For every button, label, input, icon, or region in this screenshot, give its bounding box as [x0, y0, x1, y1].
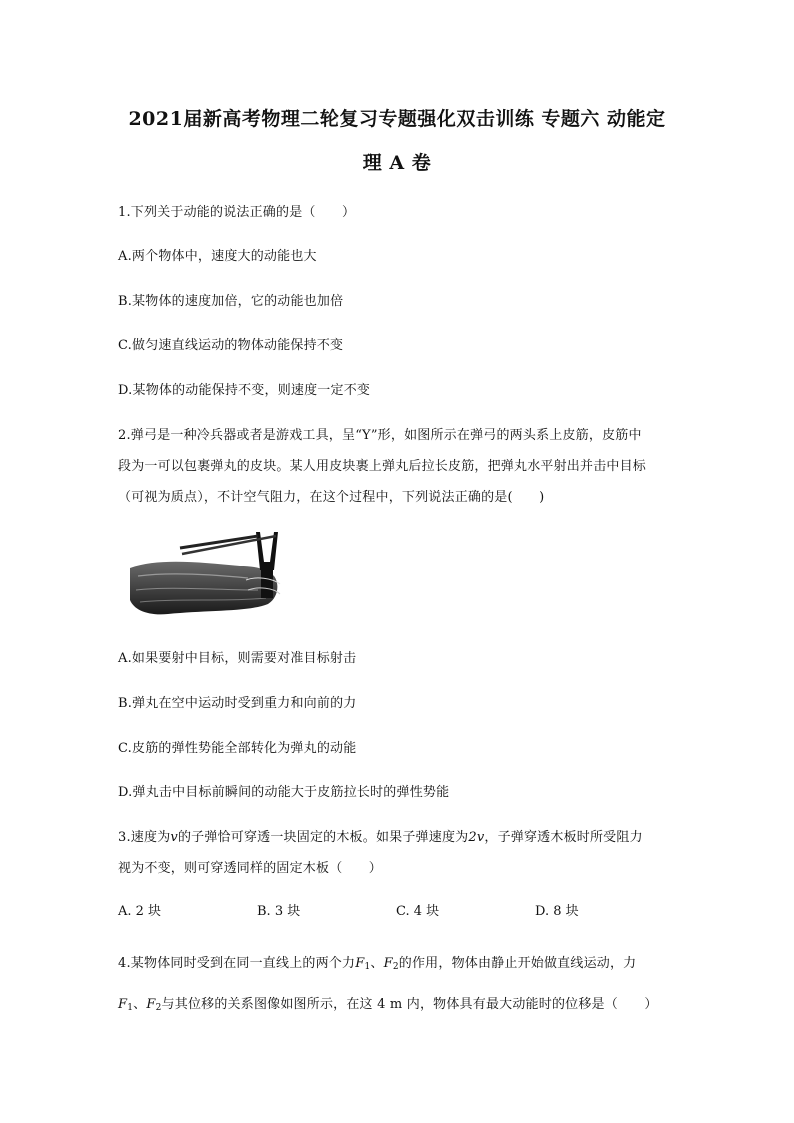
q4-force-f2-b-subscript: 2: [155, 1003, 162, 1013]
q3-stem-text-c: ，子弹穿透木板时所受阻力: [484, 830, 643, 845]
q4-force-f1: F: [355, 956, 365, 971]
q3-velocity-2v: 2v: [468, 830, 485, 845]
q3-stem-text-b: 的子弹恰可穿透一块固定的木板。如果子弹速度为: [177, 830, 469, 845]
q4-stem-line2: [118, 993, 678, 1013]
q4-force-f1-b: F: [118, 997, 128, 1012]
q4-stem-text-a: 4.某物体同时受到在同一直线上的两个力: [118, 956, 356, 971]
q3-option-d: D. 8 块: [535, 904, 579, 919]
q4-force-f1-subscript: 1: [364, 962, 371, 972]
q2-stem-line2: 段为一可以包裹弹丸的皮块。某人用皮块裹上弹丸后拉长皮筋，把弹丸水平射出并击中目标: [118, 459, 647, 474]
q4-force-f2-b: F: [146, 997, 156, 1012]
q3-option-a: A. 2 块: [118, 904, 162, 919]
q4-force-f2: F: [383, 956, 393, 971]
q1-option-b: B.某物体的速度加倍，它的动能也加倍: [118, 294, 344, 309]
q1-stem: 1.下列关于动能的说法正确的是（ ）: [118, 205, 356, 220]
q1-option-d: D.某物体的动能保持不变，则速度一定不变: [118, 383, 371, 398]
q4-stem-text-c: 与其位移的关系图像如图所示，在这 4 m 内，物体具有最大动能时的位移是（ ）: [161, 997, 658, 1012]
q4-force-f2-subscript: 2: [392, 962, 399, 972]
q3-option-b: B. 3 块: [257, 904, 301, 919]
q4-force-f1-b-subscript: 1: [127, 1003, 134, 1013]
q1-option-c: C.做匀速直线运动的物体动能保持不变: [118, 338, 344, 353]
document-title-line2: 理 A 卷: [362, 152, 432, 174]
q4-separator: 、: [370, 956, 384, 971]
q3-velocity-v: v: [170, 830, 178, 845]
q2-option-b: B.弹丸在空中运动时受到重力和向前的力: [118, 696, 357, 711]
q2-option-a: A.如果要射中目标，则需要对准目标射击: [118, 651, 357, 666]
q1-option-a: A.两个物体中，速度大的动能也大: [118, 249, 317, 264]
q2-stem-line1: 2.弹弓是一种冷兵器或者是游戏工具，呈“Y”形，如图所示在弹弓的两头系上皮筋，皮筋中: [118, 428, 642, 443]
slingshot-photo: [128, 528, 288, 618]
q4-stem-line1: [118, 952, 678, 972]
q3-stem-text-a: 3.速度为: [118, 830, 171, 845]
q2-option-c: C.皮筋的弹性势能全部转化为弹丸的动能: [118, 741, 357, 756]
q3-stem-line2: 视为不变，则可穿透同样的固定木板（ ）: [118, 861, 383, 876]
q3-stem-line1: [118, 826, 678, 845]
q4-separator-b: 、: [133, 997, 147, 1012]
q2-stem-line3: （可视为质点），不计空气阻力，在这个过程中，下列说法正确的是( ): [118, 490, 545, 505]
q3-option-c: C. 4 块: [396, 904, 440, 919]
q4-stem-text-b: 的作用，物体由静止开始做直线运动，力: [398, 956, 637, 971]
document-title-line1: 2021届新高考物理二轮复习专题强化双击训练 专题六 动能定: [128, 108, 666, 130]
q2-option-d: D.弹丸击中目标前瞬间的动能大于皮筋拉长时的弹性势能: [118, 785, 450, 800]
